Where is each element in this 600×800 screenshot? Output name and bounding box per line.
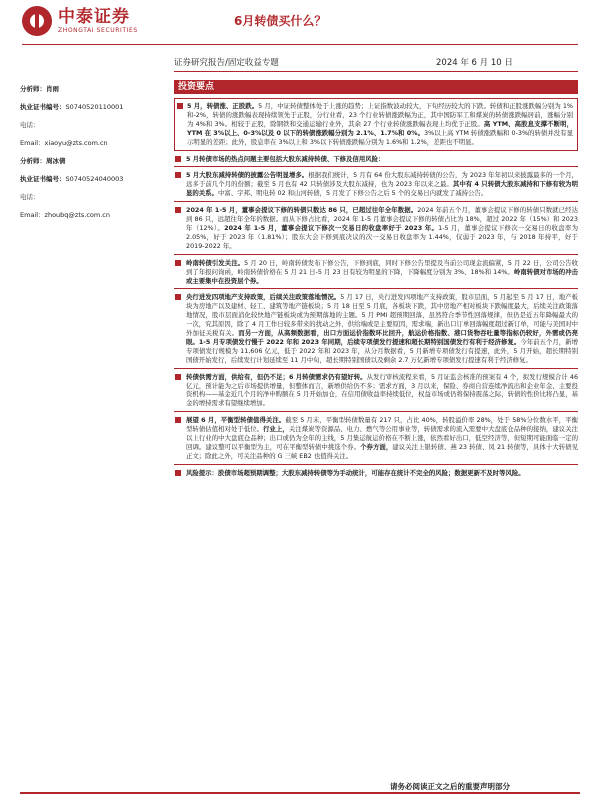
point-downward-revision: 2024 年 1-5 月，董事会提议下修的转债只数达 86 只，已超过往年全年数据。2024 年前五个月，董事会提议下修的转债只数就已经达到 86 只，远超往年全年的数据。而从下修占比看，2024 年 1-5 月董事会提议下修的转债占比为 18%，超过 2022 年（15%）和 2023 年（12%）。2024 年 1-5 月，董事会提议下修次一交易日的收盘率好于 2023 年。1-5 月，董事会提议下修次一交易日的收盘率为 2.05%，好于 2023 年（1.81%）；股东大会下修到底决议的次一交易日收盘率为 1.44%，仅弱于 2023 年，与 2018 年持平，好于 2019-2022 年。 (174, 206, 578, 251)
point-market-review: 5 月，转债涨、正股跌。5 月，中证转债整体处于上涨的趋势；上证指数波动较大，下旬经历较大的下跌。转债和正股涨跌幅分别为 1%和-2%，转债的涨跌幅表现持续领先于正股，分行业看，23 个行业转债涨跌幅为正，其中国防军工和煤炭的转债涨跌幅居前，涨幅分别为 4%和 3%。相较于正股，除钢铁和交通运输行业外，其余 27 个行业转债涨跌幅表现上均优于正股。高 YTM、高股息支撑不断明，YTM 在 3%以上、0-3%以及 0 以下的转债涨跌幅分别为 2.1%、1.7%和 0%。3%以上高 YTM 转债涨跌幅和 0-3%的转债并没有显示明显的差距；此外，股息率在 3%以上和 3%以下转债涨跌幅分别为 1.6%和 1.2%，差距也不明显。 (174, 98, 578, 151)
footer-bar (20, 792, 580, 794)
email-1-link[interactable]: xiaoyu@zts.com.cn (44, 139, 108, 147)
section-title: 投资要点 (174, 80, 578, 94)
report-date: 2024 年 6 月 10 日 (436, 58, 513, 68)
bullet-icon (175, 374, 181, 380)
bullet-icon (175, 172, 181, 178)
report-header (0, 0, 600, 48)
bullet-icon (177, 103, 183, 109)
bullet-icon (175, 470, 181, 476)
point-macro-policy: 央行进发四项地产支持政策，后续关注政策落地情况。5 月 17 日，央行进发四项地产支持政策，股市层面，5 月起至 5 月 17 日，地产板块为房地产以及建材、轻工、建筑等地产链板块；5 月 18 日至 5 月底，各板块下跌，其中房地产相对板块下跌幅度最大，后续关注政策落地情况，股市层面消化较快地产链板块或为预期落地的主题。5 月 PMI 超预期回落，虽然符合季节性回落规律，但仍是近五年降幅最大的一次，究其原因，除了 4 月工作日较多带来的扰动之外，供给端或是主要原因，需求端，新出口订单回落幅度超过新订单，可能与美国对中外加征关税有关。而另一方面，从高频数据看，出口方面运价指数环比回升，航运价格指数、港口货物吞吐量等指标仍较好，外需或仍亮眼。1-5 月专项债发行慢于 2022 年和 2023 年同期，后续专项债发行提速和超长期特别国债发行有利于经济修复。今年前五个月，新增专项债发行规模为 11,606 亿元，低于 2022 年和 2023 年，从分月数据看，5 月新增专项债发行有提速，此外，5 月开始，超长期特别国债开始发行，后续发行计划延续至 11 月中旬，超长期特别国债以及剩余 2.7 万亿新增专项债发行提速有利于经济修复。 (174, 293, 578, 364)
cert-1: 执业证书编号：S0740520110001 (20, 103, 124, 111)
point-hot-topics: 5 月转债市场的热点问题主要包括大股东减持转债、下修及信用风险： (174, 155, 578, 164)
point-risk-warning: 风险提示：股债市场超预期调整；大股东减持转债等为手动统计，可能存在统计不完全的风险；数据更新不及时等风险。 (174, 469, 578, 478)
phone-2: 电话： (20, 193, 40, 201)
divider (174, 166, 578, 167)
bullet-icon (175, 294, 181, 300)
analyst-sidebar (20, 80, 160, 224)
bullet-icon (175, 156, 181, 162)
logo-english-name: ZHONGTAI SECURITIES (58, 27, 138, 34)
point-lingnan-bond: 岭南转债引发关注。5 月 20 日，岭南转债发布下修公告，下修到底，同时下修公告里提及当前公司现金流偏紧，5 月 22 日，公司公告收到了年报问询函，岭南转债价格在 5 月 21 日-5 月 23 日有较为明显的下降，下降幅度分别为 3%、18%和 14%。岭南转债对市场的冲击或主要集中在投资层个券。 (174, 259, 578, 286)
bullet-icon (175, 260, 181, 266)
bullet-icon (175, 207, 181, 213)
bullet-icon (175, 417, 181, 423)
disclaimer-note: 请务必阅读正文之后的重要声明部分 (390, 782, 510, 791)
cert-2-number: S0740524040003 (65, 175, 124, 183)
email-2: Email：zhoubq@zts.com.cn (20, 211, 110, 219)
point-shareholder-reduction: 5 月大股东减持转债的披露公告明显增多。根据我们统计，5 月有 64 份大股东减持转债的公告，为 2023 年年初以来披露最多的一个月，远多于前几个月的份额；截至 5 月也有 42 只转债涉及大股东减持，也为 2023 年以来之最。其中有 4 只转债大股东减持和下修有较为明显的关系。中富、宇邦、明电转 02 和山河转债，5 月发了下修公告之后 5 个的交易日内就发了减持公告。 (174, 171, 578, 198)
phone-1: 电话： (20, 121, 40, 129)
report-type: 证券研究报告/固定收益专题 (174, 58, 279, 68)
main-content (174, 80, 578, 478)
divider (174, 464, 578, 465)
email-2-link[interactable]: zhoubq@zts.com.cn (44, 211, 110, 219)
analyst-1-name: 肖雨 (46, 85, 59, 93)
cert-2: 执业证书编号：S0740524040003 (20, 175, 124, 183)
company-logo (22, 6, 138, 36)
point-supply-demand: 转债供需方面，供给有，但仍不足；6 月转债需求仍有望好转。从发行审核流程来看，5 月证监会核准的预案有 4 个，拟发行规模合计 46 亿元，预计能为之后市场提供增量，但整体而言，新增供给仍不多；需求方面，3 月以来，保险、券商自营连续净流出和企业年金、主要投资机构——基金近几个月的净申购额在 5 月开始加仓，在信用债收益率持续低位，权益市场或仍将保持震荡之际，转债的性价比将凸显，基金的增持需求有望继续增加。 (174, 373, 578, 409)
analyst-2-name: 周冰倩 (46, 157, 66, 165)
divider (174, 368, 578, 369)
point-june-outlook: 展望 6 月，平衡型转债值得关注。截至 5 月末，平衡型转债数量有 217 只，占比 40%，转股溢价率 28%，处于 58%分位数水平，平衡型转债估值相对处于低位。行业上，关注煤炭等资源品、电力、燃气等公用事业等，转债需求的流入需要中大盘底仓品种的接纳，建议关注以上行业的中大盘底仓品种；出口或仍为全年的主线，5 月集运航运价格在不断上涨，依然看好出口，低空经济等，但短期可能面临一定的回调。建议整可以平衡型为主，可在平衡型转债中挑选个券。个券方面，建议关注上银转债、燕 23 转债、凤 21 转债等，具体十大转债见正文；除此之外，可关注品种的 G 三峡 EB2 也值得关注。 (174, 416, 578, 461)
subheader-divider (174, 71, 578, 72)
header-divider (22, 44, 578, 45)
zhongtai-logo-icon (22, 6, 52, 36)
divider (174, 288, 578, 289)
analyst-2: 分析师：周冰倩 (20, 157, 66, 165)
cert-1-number: S0740520110001 (65, 103, 124, 111)
logo-chinese-name: 中泰证券 (58, 7, 130, 27)
report-title: 6月转债买什么？ (234, 14, 327, 28)
divider (174, 201, 578, 202)
analyst-1: 分析师：肖雨 (20, 85, 59, 93)
email-1: Email：xiaoyu@zts.com.cn (20, 139, 108, 147)
divider (174, 411, 578, 412)
divider (174, 254, 578, 255)
